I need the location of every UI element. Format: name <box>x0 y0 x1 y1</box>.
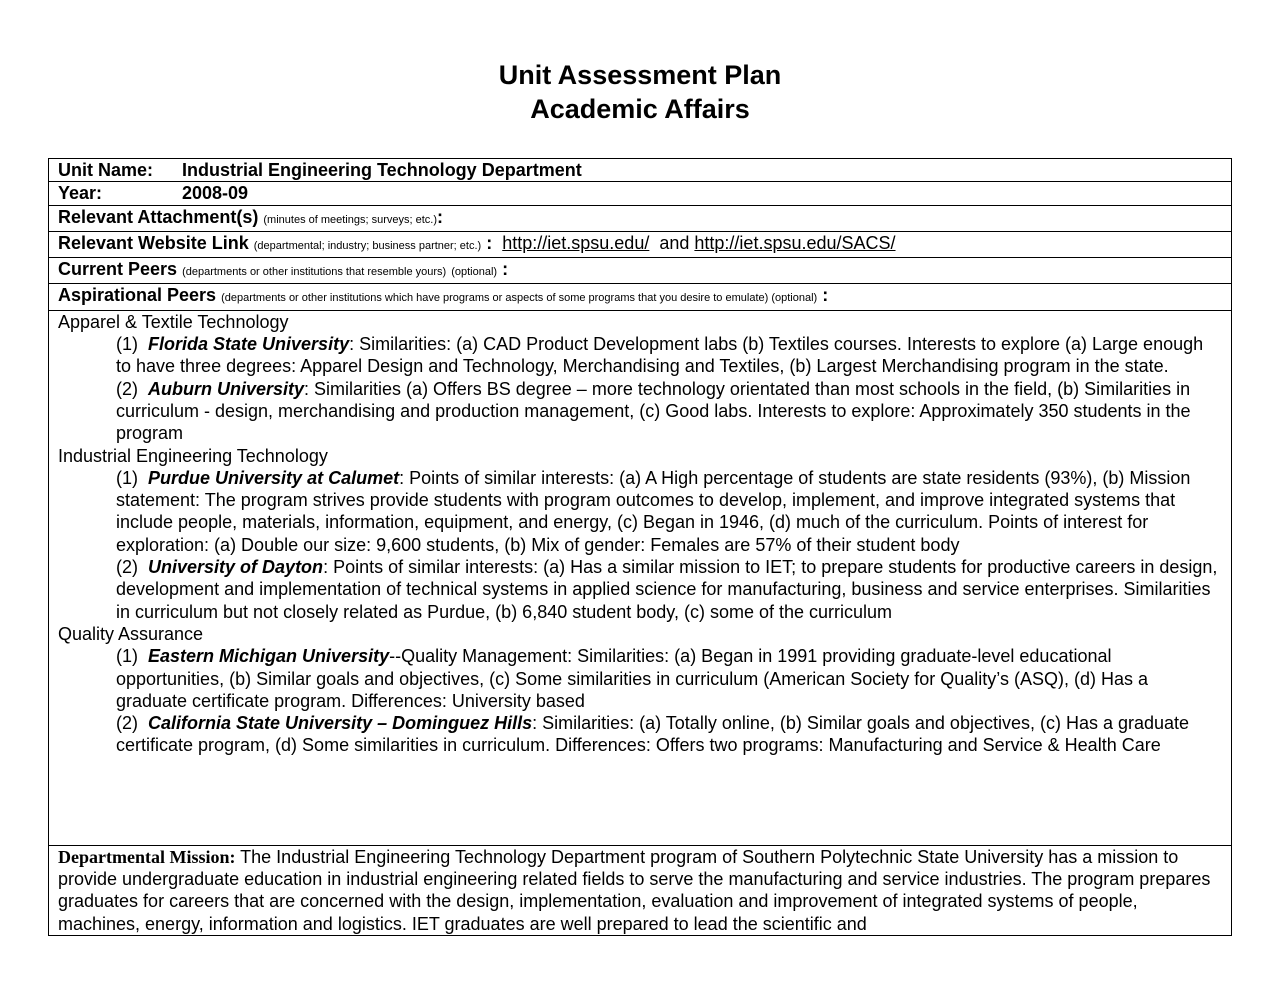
unit-name-value: Industrial Engineering Technology Department <box>182 160 582 180</box>
peer-number: (2) <box>116 713 138 734</box>
peer-entry <box>58 467 1222 556</box>
mission-label: Departmental Mission: <box>58 846 236 867</box>
peer-university: Eastern Michigan University <box>148 646 390 667</box>
current-peers-row <box>49 258 1232 284</box>
peer-entry <box>58 712 1222 757</box>
year-value: 2008-09 <box>182 183 249 204</box>
peer-text: : Similarities (a) Offers BS degree – more technology orientated than most schools in the field, (b) Similarities in curriculum - design, merchandising and production management, (c) Good labs. Interests to explore: Approximately 350 students in the program <box>116 378 1191 444</box>
peer-text: : Similarities: (a) CAD Product Development labs (b) Textiles courses. Interests to explore (a) Large enough to have three degrees: Apparel Design and Technology, Merchandising and Textiles, (b) Largest Merchandising program in the state. <box>116 334 1204 377</box>
current-peers-colon: : <box>502 259 509 280</box>
website-colon: : <box>486 232 493 253</box>
aspirational-peers-label: Aspirational Peers <box>58 285 217 306</box>
assessment-table <box>48 158 1232 936</box>
peer-university: Auburn University <box>148 378 305 399</box>
attachment-note: (minutes of meetings; surveys; etc.) <box>263 213 438 226</box>
peer-number: (1) <box>116 646 138 667</box>
current-peers-note: (departments or other institutions that resemble yours) <box>182 266 447 279</box>
website-label: Relevant Website Link <box>58 232 249 253</box>
aspirational-peers-row <box>49 284 1232 310</box>
attachment-label: Relevant Attachment(s) <box>58 206 259 227</box>
peer-text: : Points of similar interests: (a) Has a similar mission to IET; to prepare students for productive careers in design, development and implementation of technical systems in applied science for manufacturing, business and service enterprises. Similarities in curriculum but not closely related as Purdue, (b) 6,840 student body, (c) some of the curriculum <box>116 557 1218 622</box>
website-link-sacs[interactable]: http://iet.spsu.edu/SACS/ <box>694 232 896 253</box>
current-peers-optional: (optional) <box>451 266 498 279</box>
category-heading: Quality Assurance <box>58 623 204 644</box>
peer-university: California State University – Dominguez Hills <box>148 713 533 734</box>
current-peers-label: Current Peers <box>58 259 178 280</box>
peer-number: (1) <box>116 334 138 355</box>
peers-detail-row <box>49 310 1232 845</box>
website-row <box>49 231 1232 257</box>
website-and: and <box>659 232 690 253</box>
document-title: Unit Assessment Plan <box>498 60 782 90</box>
peer-entry <box>58 645 1222 712</box>
peer-entry <box>58 378 1222 445</box>
attachment-colon: : <box>437 206 444 227</box>
peer-university: Florida State University <box>148 334 350 355</box>
category-heading: Industrial Engineering Technology <box>58 445 328 466</box>
year-label: Year: <box>58 183 103 204</box>
unit-name-row <box>49 159 1232 182</box>
peer-entry <box>58 333 1222 378</box>
year-row <box>49 182 1232 205</box>
document-subtitle: Academic Affairs <box>530 94 750 124</box>
peer-number: (2) <box>116 378 138 399</box>
document-header <box>0 58 1280 126</box>
peer-university: Purdue University at Calumet <box>148 467 400 488</box>
attachment-row <box>49 205 1232 231</box>
unit-name-label: Unit Name: <box>58 160 154 180</box>
aspirational-peers-colon: : <box>822 285 829 306</box>
website-note: (departmental; industry; business partner; etc.) <box>253 239 482 252</box>
peer-university: University of Dayton <box>148 557 324 578</box>
peer-text: : Similarities: (a) Totally online, (b) Similar goals and objectives, (c) Has a graduate certificate program, (d) Some similarities in curriculum. Differences: Offers two programs: Manufacturing and Service & Health Care <box>116 713 1190 756</box>
website-link-main[interactable]: http://iet.spsu.edu/ <box>502 232 650 253</box>
peer-text: --Quality Management: Similarities: (a) Began in 1991 providing graduate-level educational opportunities, (b) Similar goals and objectives, (c) Some similarities in curriculum (American Society for Quality’s (ASQ), (d) Has a graduate certificate program. Differences: University based <box>116 646 1149 711</box>
peer-number: (2) <box>116 557 138 578</box>
peer-text: : Points of similar interests: (a) A High percentage of students are state residents (93%), (b) Mission statement: The program strives provide students with program outcomes to develop, implement, and improve integrated systems that include people, materials, information, equipment, and energy, (c) Began in 1946, (d) much of the curriculum. Points of interest for exploration: (a) Double our size: 9,600 students, (b) Mix of gender: Females are 57% of their student body <box>116 467 1191 555</box>
peer-number: (1) <box>116 467 138 488</box>
mission-row <box>49 845 1232 935</box>
aspirational-peers-note: (departments or other institutions which have programs or aspects of some programs that you desire to emulate) (optional) <box>221 292 818 305</box>
category-heading: Apparel & Textile Technology <box>58 311 289 332</box>
peer-entry <box>58 556 1222 623</box>
mission-text: The Industrial Engineering Technology Department program of Southern Polytechnic State University has a mission to provide undergraduate education in industrial engineering related fields to serve the manufacturing and service industries. The program prepares graduates for careers that are concerned with the design, implementation, evaluation and improvement of integrated systems of people, machines, energy, information and logistics. IET graduates are well prepared to lead the scientific and <box>58 846 1211 934</box>
